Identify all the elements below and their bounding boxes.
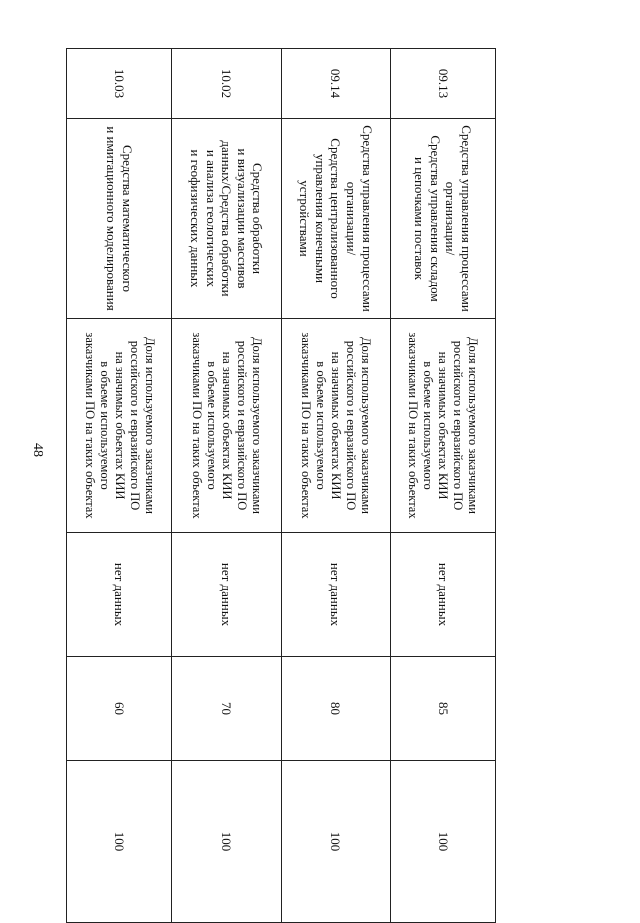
row-code: 10.03 xyxy=(67,49,172,119)
indicator-description: Доля используемого заказчиками российского и евразийского ПО на значимых объектах КИИ в объеме используемого заказчиками ПО на таких объектах xyxy=(172,319,281,533)
target-value-1: 60 xyxy=(67,657,172,761)
target-value-2: 100 xyxy=(281,761,390,923)
baseline-value: нет данных xyxy=(172,533,281,657)
table-row xyxy=(67,49,172,923)
indicator-description: Доля используемого заказчиками российского и евразийского ПО на значимых объектах КИИ в объеме используемого заказчиками ПО на таких объектах xyxy=(390,319,495,533)
table-row xyxy=(172,49,281,923)
rotated-table-container xyxy=(66,48,496,922)
row-code: 09.13 xyxy=(390,49,495,119)
baseline-value: нет данных xyxy=(281,533,390,657)
target-value-2: 100 xyxy=(390,761,495,923)
table-row xyxy=(281,49,390,923)
target-value-1: 80 xyxy=(281,657,390,761)
row-code: 09.14 xyxy=(281,49,390,119)
target-value-2: 100 xyxy=(172,761,281,923)
target-value-1: 85 xyxy=(390,657,495,761)
baseline-value: нет данных xyxy=(67,533,172,657)
software-class-name: Средства управления процессами организации/ Средства управления складом и цепочками поставок xyxy=(390,119,495,319)
software-class-name: Средства математического и имитационного моделирования xyxy=(67,119,172,319)
baseline-value: нет данных xyxy=(390,533,495,657)
indicator-description: Доля используемого заказчиками российского и евразийского ПО на значимых объектах КИИ в объеме используемого заказчиками ПО на таких объектах xyxy=(281,319,390,533)
row-code: 10.02 xyxy=(172,49,281,119)
software-class-name: Средства управления процессами организации/ Средства централизованного управления конечными устройствами xyxy=(281,119,390,319)
table-row xyxy=(390,49,495,923)
page-number: 48 xyxy=(30,443,45,457)
indicators-table xyxy=(66,48,496,923)
indicator-description: Доля используемого заказчиками российского и евразийского ПО на значимых объектах КИИ в объеме используемого заказчиками ПО на таких объектах xyxy=(67,319,172,533)
software-class-name: Средства обработки и визуализации массивов данных/Средства обработки и анализа геологических и геофизических данных xyxy=(172,119,281,319)
target-value-1: 70 xyxy=(172,657,281,761)
target-value-2: 100 xyxy=(67,761,172,923)
